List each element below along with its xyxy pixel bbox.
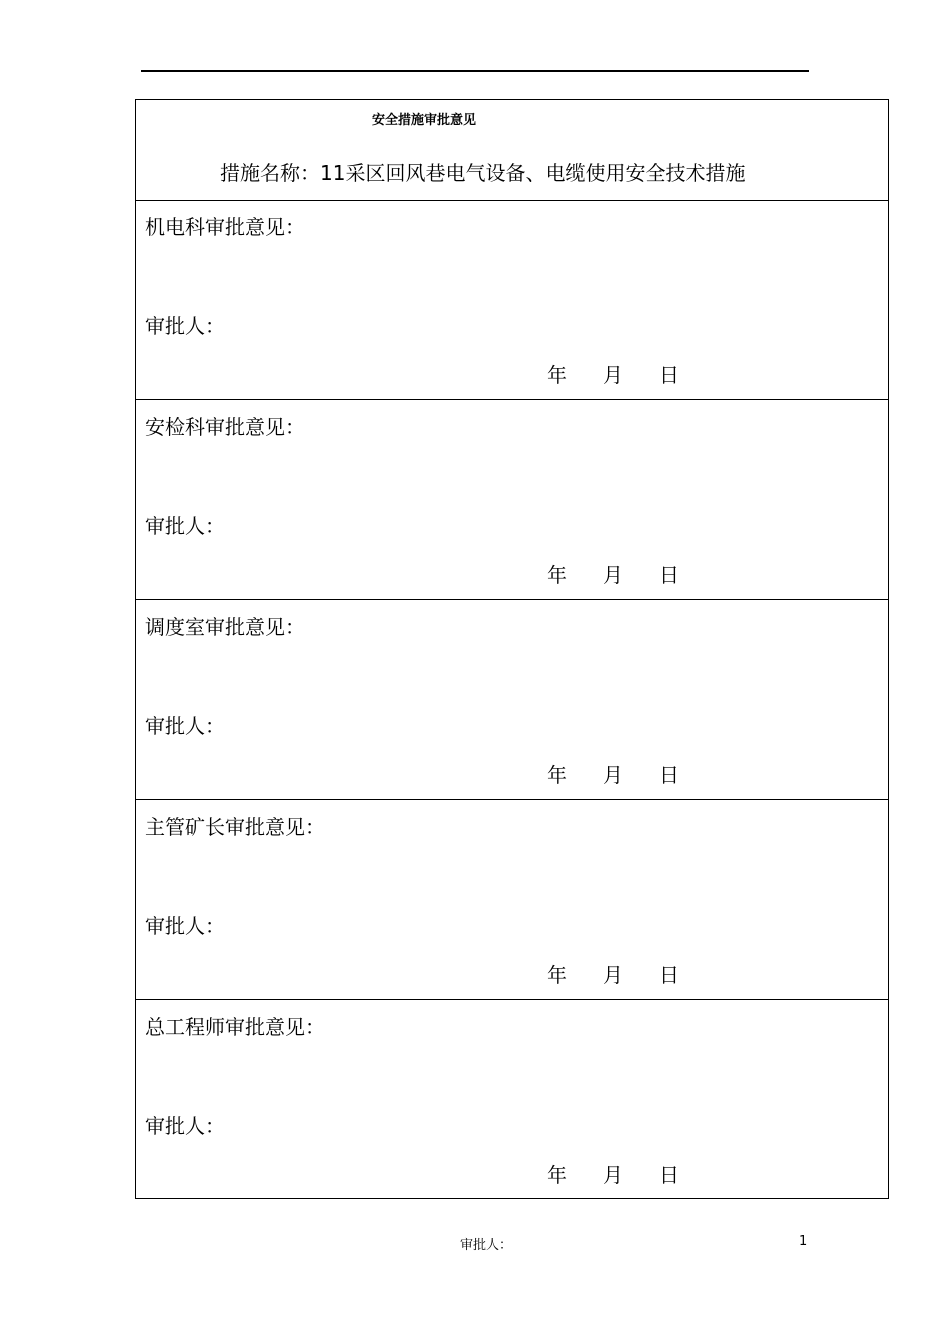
date-year-label: 年 [547,763,567,787]
approver-label: 审批人： [145,914,225,938]
approval-form-table [135,99,889,1199]
section-label: 调度室审批意见： [145,615,305,639]
date-day-label: 日 [659,763,679,787]
section-label: 主管矿长审批意见： [145,815,325,839]
section-chief-engineer [136,1000,888,1200]
section-mine-manager [136,800,888,1000]
date-month-label: 月 [603,363,623,387]
section-mechanical-electrical [136,200,888,400]
approver-label: 审批人： [145,314,225,338]
title-block [136,100,888,201]
approver-label: 审批人： [145,1114,225,1138]
date-day-label: 日 [659,963,679,987]
header-rule [141,70,809,72]
page-number: 1 [799,1234,808,1249]
date-month-label: 月 [603,963,623,987]
date-day-label: 日 [659,363,679,387]
approver-label: 审批人： [145,514,225,538]
date-day-label: 日 [659,563,679,587]
section-label: 总工程师审批意见： [145,1015,325,1039]
section-safety-inspection [136,400,888,600]
date-year-label: 年 [547,363,567,387]
section-label: 机电科审批意见： [145,215,305,239]
date-day-label: 日 [659,1163,679,1187]
approver-label: 审批人： [145,714,225,738]
date-year-label: 年 [547,1163,567,1187]
date-year-label: 年 [547,563,567,587]
measure-name: 措施名称：11采区回风巷电气设备、电缆使用安全技术措施 [220,161,746,185]
date-year-label: 年 [547,963,567,987]
date-month-label: 月 [603,763,623,787]
document-title: 安全措施审批意见 [372,113,477,128]
section-dispatch-room [136,600,888,800]
section-label: 安检科审批意见： [145,415,305,439]
footer-approver: 审批人： [460,1238,513,1253]
date-month-label: 月 [603,563,623,587]
date-month-label: 月 [603,1163,623,1187]
